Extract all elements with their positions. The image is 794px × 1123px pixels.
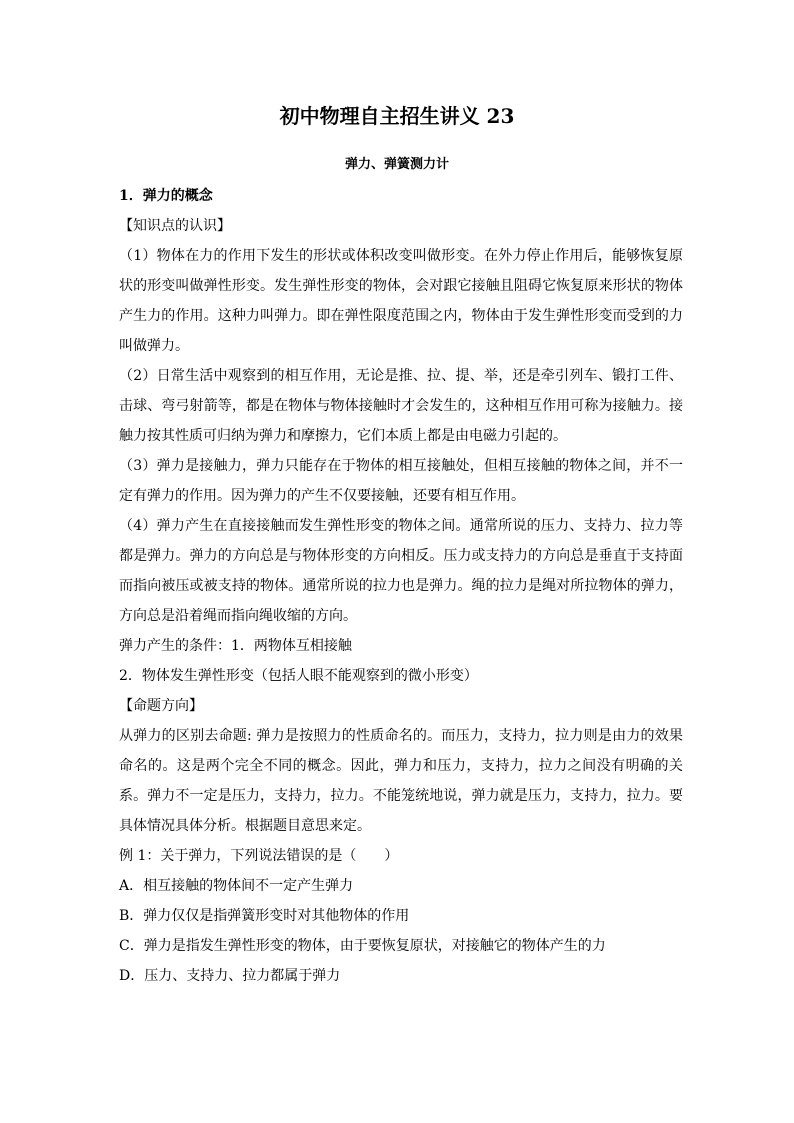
paragraph-4: （4）弹力产生在直接接触而发生弹性形变的物体之间。通常所说的压力、支持力、拉力等都是弹力。弹力的方向总是与物体形变的方向相反。压力或支持力的方向总是垂直于支持面而指向被压或被支持的物体。通常所说的拉力也是弹力。绳的拉力是绳对所拉物体的弹力，方向总是沿着绳而指向绳收缩的方向。 (119, 518, 683, 624)
page-subtitle: 弹力、弹簧测力计 (344, 157, 449, 172)
option-c: C．弹力是指发生弹性形变的物体，由于要恢复原状，对接触它的物体产生的力 (119, 938, 606, 954)
example-stem: 例 1：关于弹力，下列说法错误的是（ ） (119, 848, 399, 864)
option-a: A．相互接触的物体间不一定产生弹力 (119, 878, 354, 894)
section-heading: 1．弹力的概念 (119, 188, 213, 204)
paragraph-1: （1）物体在力的作用下发生的形状或体积改变叫做形变。在外力停止作用后，能够恢复原状的形变叫做弹性形变。发生弹性形变的物体，会对跟它接触且阻碍它恢复原来形状的物体产生力的作用。这种力叫弹力。即在弹性限度范围之内，物体由于发生弹性形变而受到的力叫做弹力。 (119, 248, 683, 354)
condition-1: 弹力产生的条件：1．两物体互相接触 (119, 638, 352, 654)
paragraph-3: （3）弹力是接触力，弹力只能存在于物体的相互接触处，但相互接触的物体之间，并不一定有弹力的作用。因为弹力的产生不仅要接触，还要有相互作用。 (119, 458, 683, 504)
knowledge-label: 【知识点的认识】 (119, 218, 231, 234)
direction-text: 从弹力的区别去命题: 弹力是按照力的性质命名的。而压力，支持力，拉力则是由力的效果命名的。这是两个完全不同的概念。因此，弹力和压力，支持力，拉力之间没有明确的关系。弹力不一定是压力，支持力，拉力。不能笼统地说，弹力就是压力，支持力，拉力。要具体情况具体分析。根据题目意思来定。 (119, 728, 683, 834)
option-d: D．压力、支持力、拉力都属于弹力 (119, 968, 341, 984)
option-b: B．弹力仅仅是指弹簧形变时对其他物体的作用 (119, 908, 410, 924)
condition-2: 2．物体发生弹性形变（包括人眼不能观察到的微小形变） (119, 668, 478, 684)
direction-label: 【命题方向】 (119, 698, 203, 714)
page-title: 初中物理自主招生讲义 23 (279, 104, 515, 128)
paragraph-2: （2）日常生活中观察到的相互作用，无论是推、拉、提、举，还是牵引列车、锻打工件、击球、弯弓射箭等，都是在物体与物体接触时才会发生的，这种相互作用可称为接触力。接触力按其性质可归纳为弹力和摩擦力，它们本质上都是由电磁力引起的。 (119, 368, 683, 444)
document-body (119, 181, 683, 991)
